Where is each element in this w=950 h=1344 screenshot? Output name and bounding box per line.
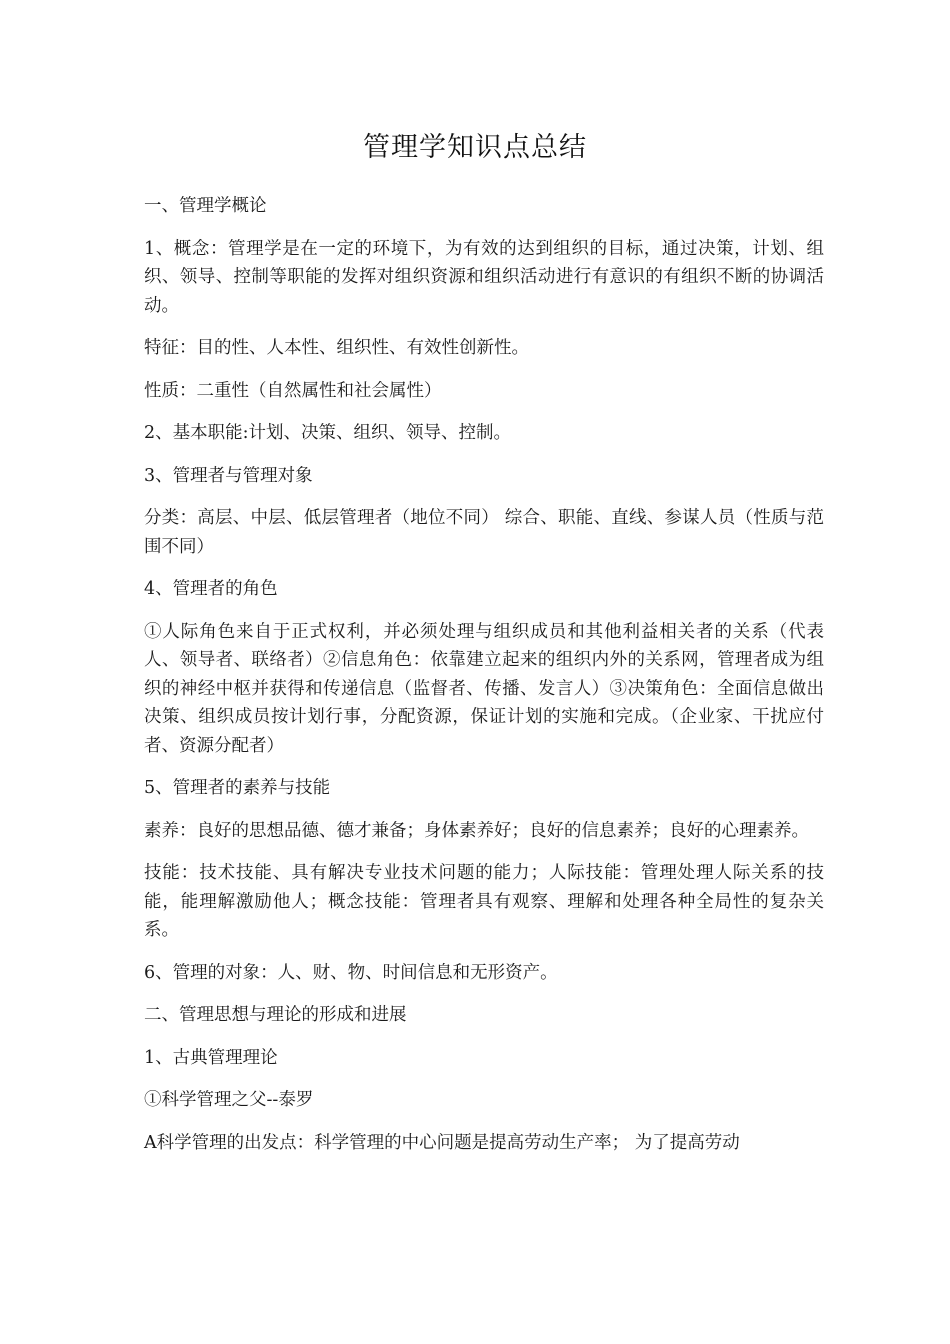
document-body (144, 192, 824, 1171)
section-heading: 一、管理学概论 (144, 196, 267, 216)
section-heading: 二、管理思想与理论的形成和进展 (144, 1005, 407, 1025)
document-title: 管理学知识点总结 (363, 132, 587, 163)
subsection-heading: 4、管理者的角色 (144, 579, 278, 599)
body-paragraph: 2、基本职能:计划、决策、组织、领导、控制。 (144, 423, 512, 443)
body-paragraph: 特征：目的性、人本性、组织性、有效性创新性。 (144, 338, 529, 358)
body-paragraph: 分类：高层、中层、低层管理者（地位不同） 综合、职能、直线、参谋人员（性质与范围不同） (144, 508, 824, 557)
subsection-heading: 1、古典管理理论 (144, 1047, 278, 1068)
body-paragraph: 技能：技术技能、具有解决专业技术问题的能力；人际技能：管理处理人际关系的技能，能理解激励他人；概念技能：管理者具有观察、理解和处理各种全局性的复杂关系。 (144, 863, 824, 940)
subsection-heading: 3、管理者与管理对象 (144, 465, 313, 486)
body-paragraph: 6、管理的对象：人、财、物、时间信息和无形资产。 (144, 962, 558, 983)
body-paragraph: A科学管理的出发点：科学管理的中心问题是提高劳动生产率； 为了提高劳动 (144, 1132, 740, 1153)
body-paragraph: 1、概念：管理学是在一定的环境下，为有效的达到组织的目标，通过决策，计划、组织、领导、控制等职能的发挥对组织资源和组织活动进行有意识的有组织不断的协调活动。 (144, 238, 824, 316)
body-paragraph: ①人际角色来自于正式权利，并必须处理与组织成员和其他利益相关者的关系（代表人、领导者、联络者）②信息角色：依靠建立起来的组织内外的关系网，管理者成为组织的神经中枢并获得和传递信息（监督者、传播、发言人）③决策角色：全面信息做出决策、组织成员按计划行事，分配资源，保证计划的实施和完成。（企业家、干扰应付者、资源分配者） (144, 621, 824, 756)
subsection-heading: 5、管理者的素养与技能 (144, 778, 331, 798)
body-paragraph: 素养：良好的思想品德、德才兼备；身体素养好；良好的信息素养；良好的心理素养。 (144, 820, 809, 841)
body-paragraph: 性质：二重性（自然属性和社会属性） (144, 380, 442, 401)
body-paragraph: ①科学管理之父--泰罗 (144, 1090, 314, 1110)
